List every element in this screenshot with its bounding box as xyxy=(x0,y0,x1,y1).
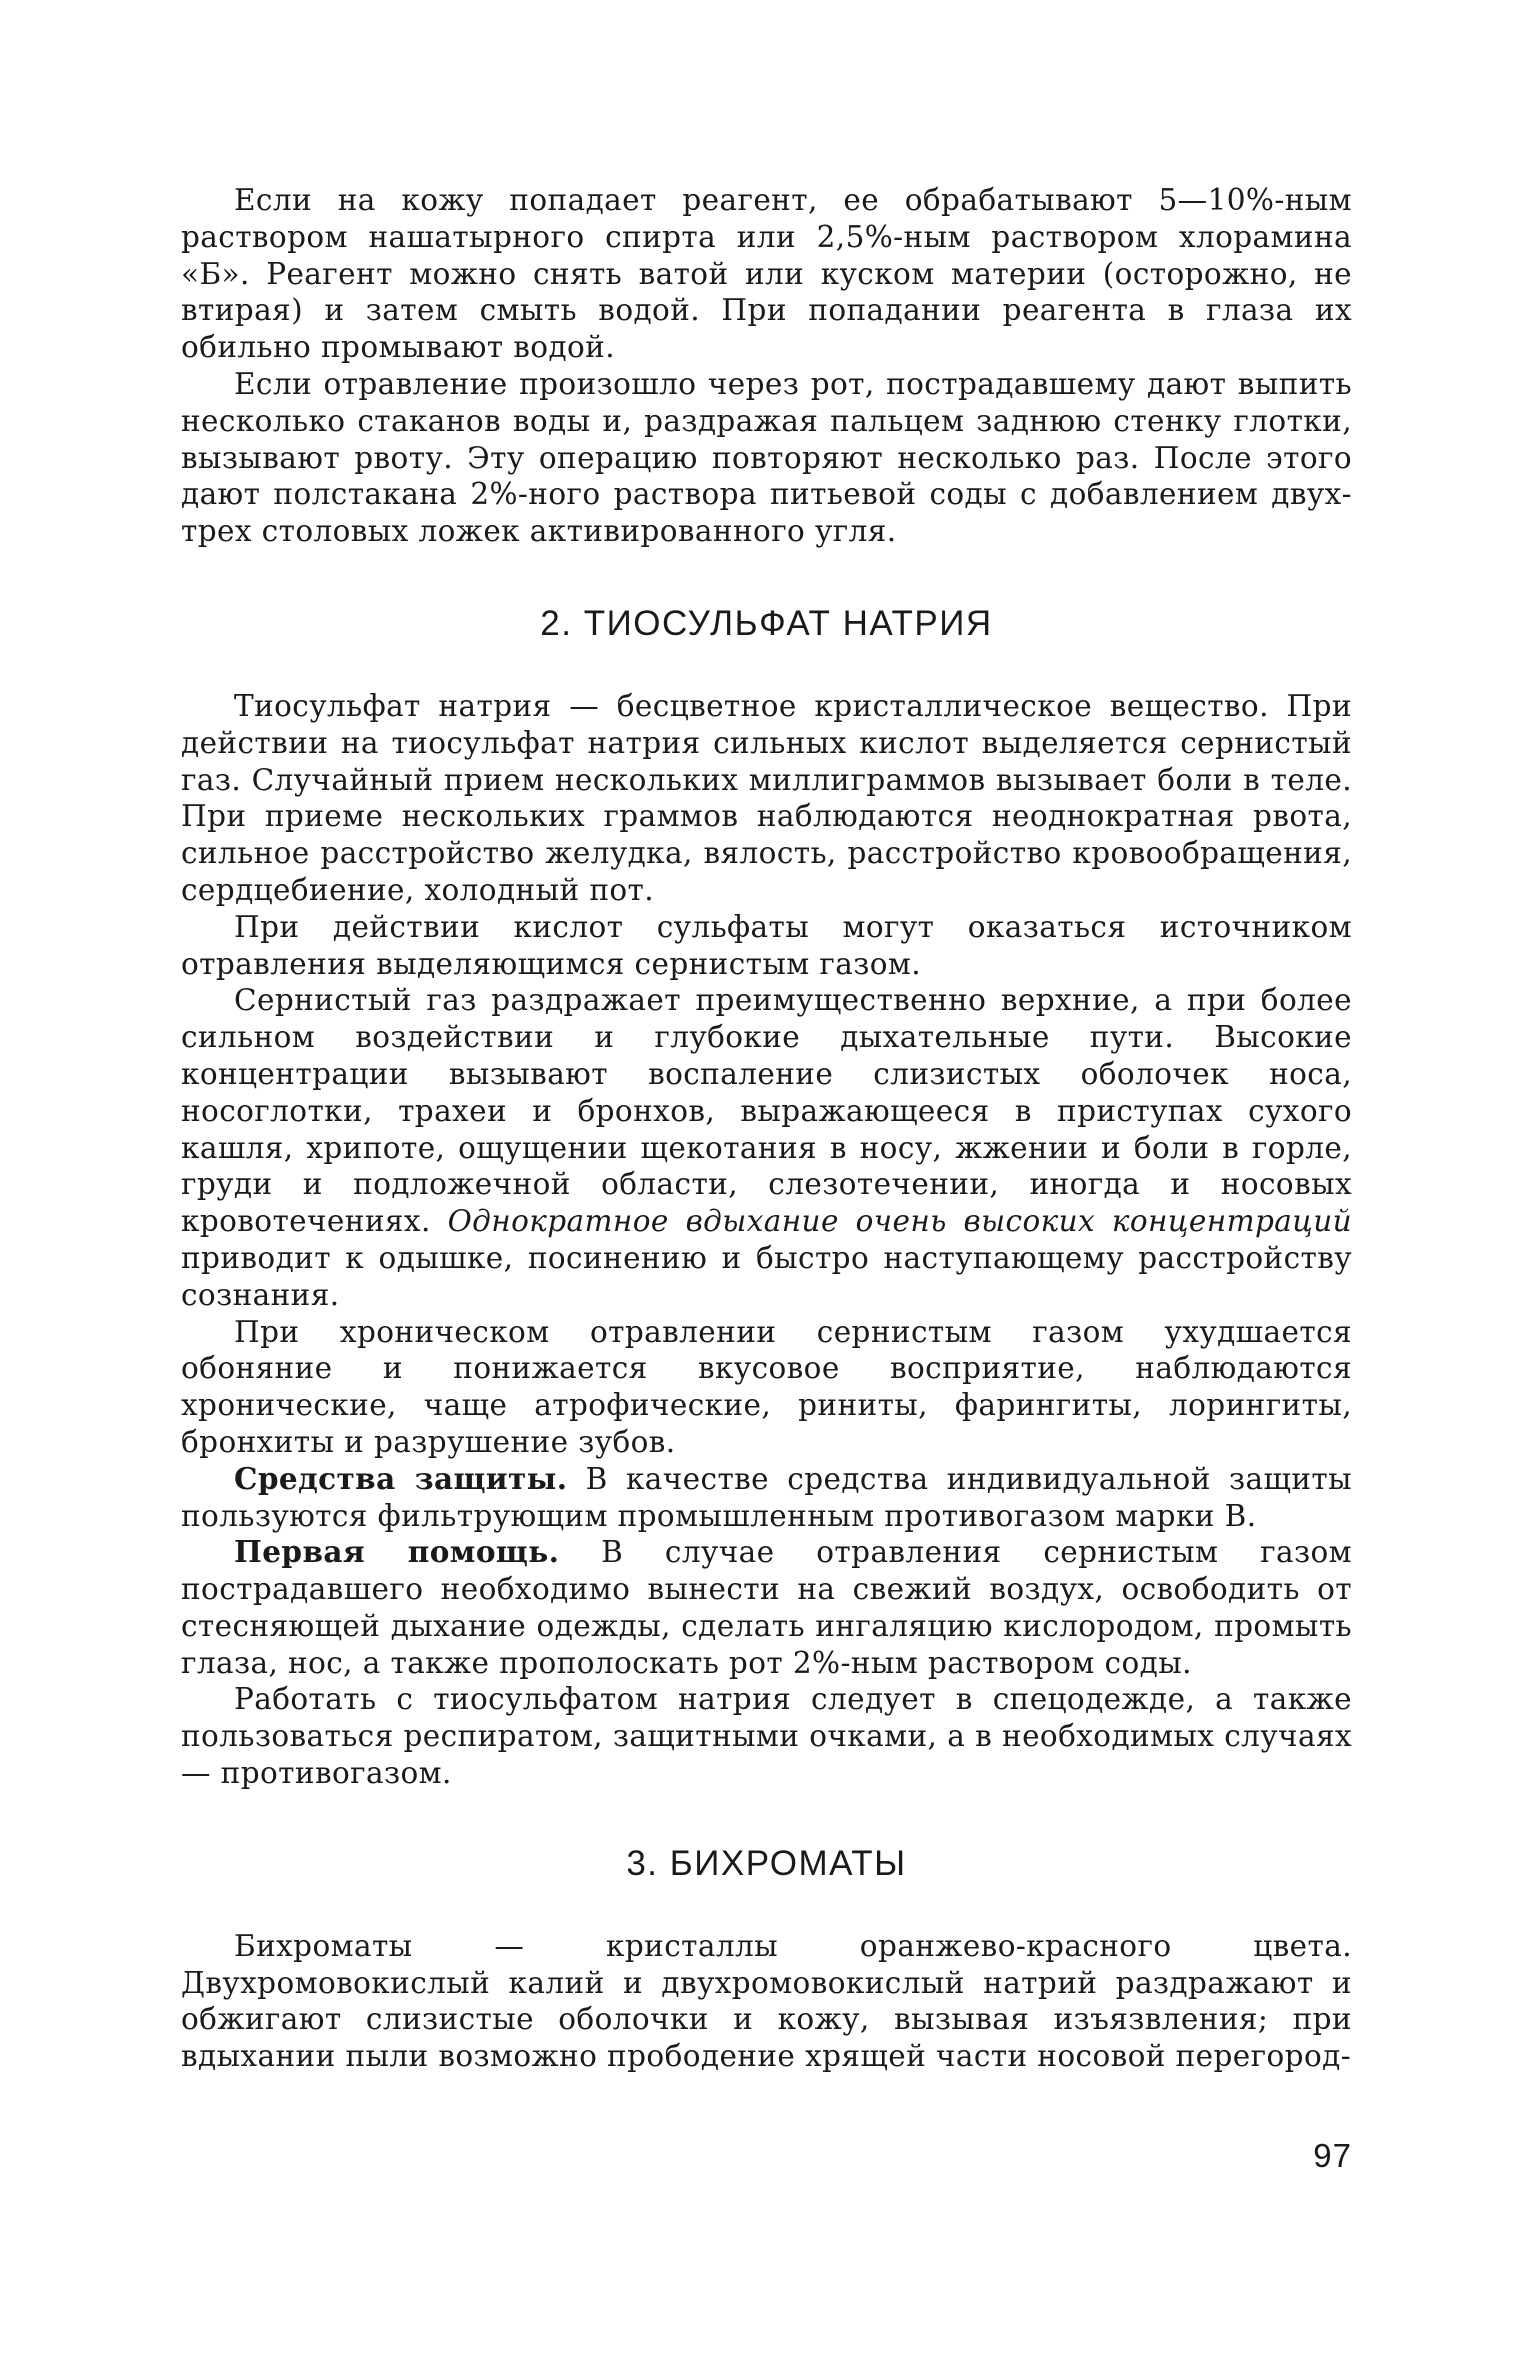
paragraph: Работать с тиосульфатом натрия следует в спецодежде, а также пользоваться респиратом, защитными очками, а в необходимых случаях — противогазом. xyxy=(181,1682,1352,1791)
section-heading: 3. БИХРОМАТЫ xyxy=(626,1843,907,1883)
paragraph xyxy=(181,1534,1352,1681)
paragraph-tail: приводит к одышке, посинению и быстро наступающему расстройству сознания. xyxy=(181,1240,1352,1312)
run-in-heading: Средства защиты. xyxy=(234,1460,568,1496)
run-in-heading: Первая помощь. xyxy=(234,1534,560,1570)
paragraph: При действии кислот сульфаты могут оказаться источником отравления выделяющимся сернистым газом. xyxy=(181,909,1352,981)
paragraph-text: В качестве средства индивидуальной защиты пользуются фильтрующим промышленным противогазом марки В. xyxy=(181,1461,1352,1533)
italic-text: Однократное вдыхание очень высоких концентраций xyxy=(430,1204,1352,1239)
paragraph: При хроническом отравлении сернистым газом ухудшается обоняние и понижается вкусовое восприятие, наблюдаются хронические, чаще атрофические, риниты, фарингиты, лорингиты, бронхиты и разрушение зубов. xyxy=(181,1314,1352,1459)
page-number: 97 xyxy=(1313,2137,1352,2174)
section-heading: 2. ТИОСУЛЬФАТ НАТРИЯ xyxy=(540,603,993,643)
paragraph: Если отравление произошло через рот, пострадавшему дают выпить несколько стаканов воды и, раздражая пальцем заднюю стенку глотки, вызывают рвоту. Эту операцию повторяют несколько раз. После этого дают полстакана 2%-ного раствора питьевой соды с добавлением двух-трех столовых ложек активированного угля. xyxy=(181,366,1352,549)
text-column xyxy=(181,182,1352,2075)
paragraph-text: В случае отравления сернистым газом пострадавшего необходимо вынести на свежий воздух, освободить от стесняющей дыхание одежды, сделать ингаляцию кислородом, промыть глаза, нос, а также прополоскать рот 2%-ным раствором соды. xyxy=(181,1535,1353,1680)
paragraph-text: Сернистый газ раздражает преимущественно верхние, а при более сильном воздействии и глубокие дыхательные пути. Высокие концентрации вызывают воспаление слизистых оболочек носа, носоглотки, трахеи и бронхов, выражающееся в приступах сухого кашля, хрипоте, ощущении щекотания в носу, жжении и боли в горле, груди и подложечной области, слезотечении, иногда и носовых кровотечениях. xyxy=(181,983,1352,1239)
paragraph: Бихроматы — кристаллы оранжево-красного цвета. Двухромовокислый калий и двухромовокислый натрий раздражают и обжигают слизистые оболочки и кожу, вызывая изъязвления; при вдыхании пыли возможно прободение хрящей части носовой перегород- xyxy=(181,1928,1352,2074)
paragraph xyxy=(181,1461,1352,1535)
paragraph: Если на кожу попадает реагент, ее обрабатывают 5—10%-ным раствором нашатырного спирта или 2,5%-ным раствором хлорамина «Б». Реагент можно снять ватой или куском материи (осторожно, не втирая) и затем смыть водой. При попадании реагента в глаза их обильно промывают водой. xyxy=(181,183,1352,365)
paragraph xyxy=(181,982,1352,1313)
paragraph: Тиосульфат натрия — бесцветное кристаллическое вещество. При действии на тиосульфат натрия сильных кислот выделяется сернистый газ. Случайный прием нескольких миллиграммов вызывает боли в теле. При приеме нескольких граммов наблюдаются неоднократная рвота, сильное расстройство желудка, вялость, расстройство кровообращения, сердцебиение, холодный пот. xyxy=(181,688,1352,907)
